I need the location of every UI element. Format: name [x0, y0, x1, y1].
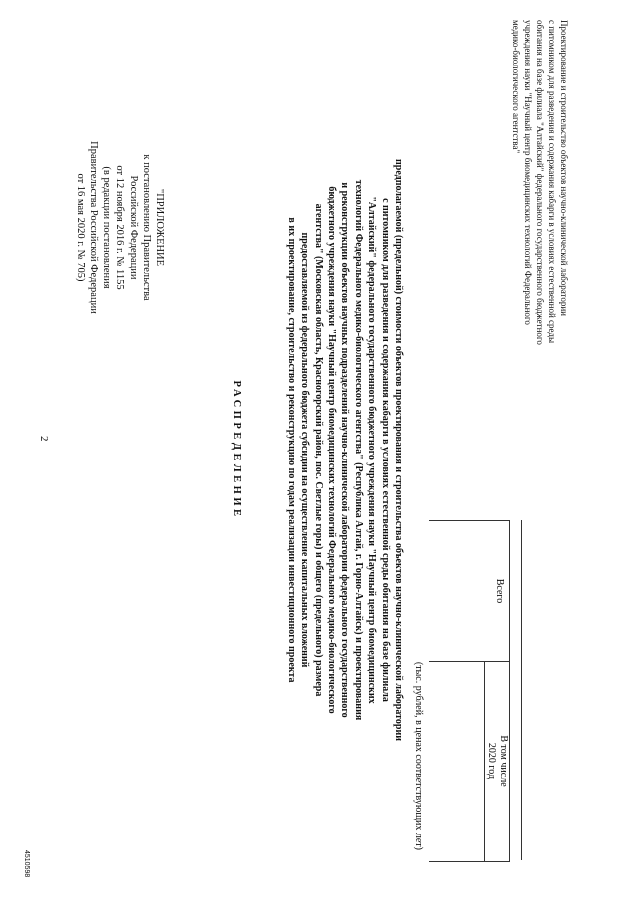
column-including-header	[484, 661, 509, 861]
units-note: (тыс. рублей, в ценах соответствующих лет)	[413, 661, 424, 850]
title-line: бюджетного учреждения науки "Научный центр биомедицинских технологий Федерального медико-биологического	[325, 186, 337, 714]
table-divider	[521, 520, 522, 860]
title-line: предполагаемой (предельной) стоимости объектов проектирования и строительства объектов научно-клинической лаборатории	[393, 159, 404, 741]
project-line: Проектирование и строительство объектов научно-клинической лаборатории	[559, 20, 569, 316]
column-total-label: Всего	[494, 578, 505, 604]
appendix-line: к постановлению Правительства	[140, 154, 152, 301]
appendix-line: Российской Федерации	[127, 175, 139, 280]
title-line: "Алтайский" федерального государственного бюджетного учреждения науки "Научный центр биомедицинских	[366, 196, 378, 704]
appendix-line: Правительства Российской Федерации	[87, 141, 99, 314]
title-line: технологий Федерального медико-биологического агентства" (Республика Алтай, г. Горно-Алтайск) и проектирования	[352, 179, 364, 721]
column-total	[429, 521, 509, 662]
title-line: и реконструкции объектов научных подразделений научно-клинической лаборатории федерального государственного	[339, 182, 351, 718]
document-title	[284, 110, 405, 790]
document-heading: РАСПРЕДЕЛЕНИЕ	[231, 380, 242, 520]
project-description	[510, 20, 570, 450]
title-line: предоставляемой из федерального бюджета субсидии на осуществление капитальных вложений	[299, 232, 311, 668]
appendix-line: от 16 мая 2020 г. № 705)	[74, 173, 86, 282]
project-line: с питомником для разведения и содержания кабарги в условиях естественной среды	[547, 20, 557, 344]
column-year-label: 2020 год	[486, 742, 497, 780]
title-line: с питомником для разведения и содержания кабарги в условиях естественной среды обитания на базе филиала	[379, 198, 391, 702]
column-including	[429, 661, 509, 861]
distribution-table-header	[429, 520, 510, 862]
project-line: медико-биологического агентства"	[511, 20, 521, 154]
project-line: учреждения науки "Научный центр биомедицинских технологий Федерального	[523, 20, 533, 325]
appendix-block	[74, 95, 166, 360]
title-line: в их проектирование, строительство и реконструкцию по годам реализации инвестиционного проекта	[285, 217, 297, 683]
appendix-line: от 12 ноября 2016 г. № 1155	[114, 165, 126, 290]
appendix-line: "ПРИЛОЖЕНИЕ	[154, 188, 165, 267]
document-id: 4510598	[23, 850, 30, 878]
page-number: 2	[38, 436, 50, 442]
appendix-line: (в редакции постановления	[101, 166, 113, 289]
project-line: обитания на базе филиала "Алтайский" федерального государственного бюджетного	[535, 20, 545, 345]
title-line: агентства" (Московская область, Красногорский район, пос. Светлые горы) и общего (предельного) размера	[312, 203, 324, 697]
column-including-label: В том числе	[498, 735, 509, 787]
